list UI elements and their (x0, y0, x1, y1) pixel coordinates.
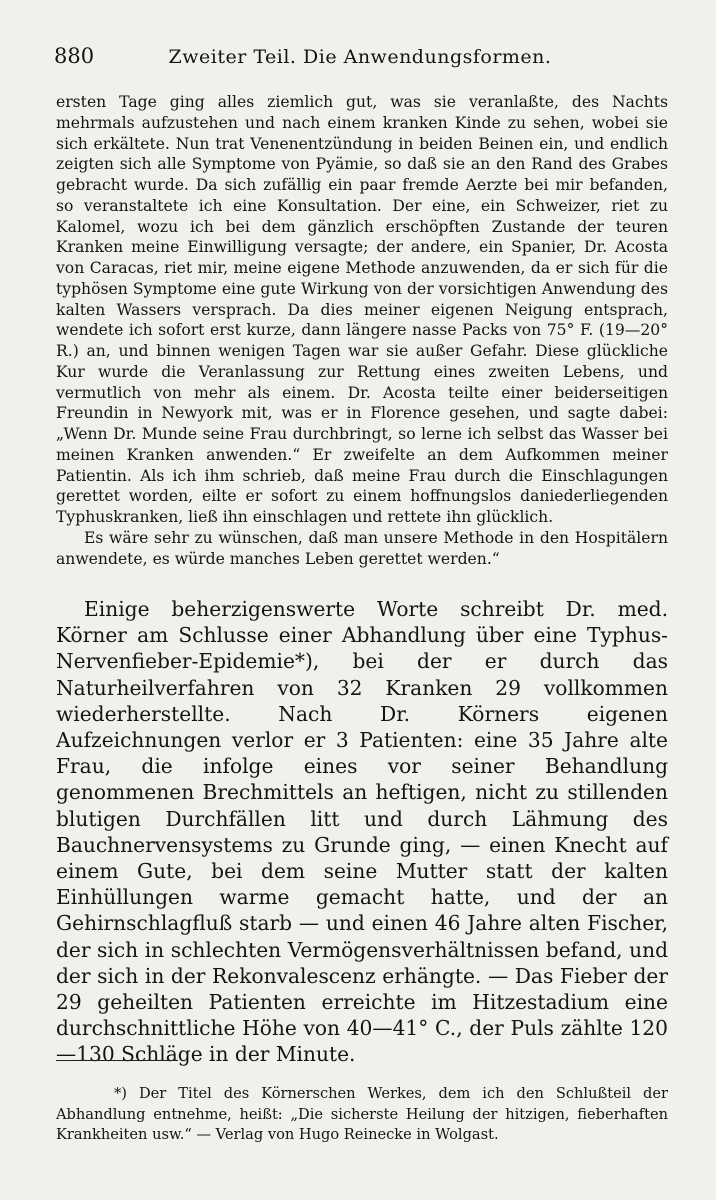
quote-paragraph: Es wäre sehr zu wünschen, daß man unsere Methode in den Hospitälern anwendete, es würde manches Leben gerettet werden.“ (56, 528, 668, 568)
footnote-text: *) Der Titel des Körnerschen Werkes, dem ich den Schlußteil der Abhandlung entnehme, heißt: „Die sicherste Heilung der hitzigen, fieberhaften Krankheiten usw.“ — Verlag von Hugo Reinecke in Wolgast. (56, 1085, 668, 1143)
page-number: 880 (54, 44, 95, 68)
running-title: Zweiter Teil. Die Anwendungsformen. (168, 46, 552, 68)
quoted-letter-block (56, 92, 668, 569)
footnote-separator (56, 1060, 178, 1061)
page-header (54, 44, 666, 74)
body-paragraph: Einige beherzigenswerte Worte schreibt Dr. med. Körner am Schlusse einer Abhandlung über eine Typhus-Nervenfieber-Epidemie*), bei der er durch das Naturheilverfahren von 32 Kranken 29 vollkommen wiederherstellte. Nach Dr. Körners eigenen Aufzeichnungen verlor er 3 Patienten: eine 35 Jahre alte Frau, die infolge eines vor seiner Behandlung genommenen Brechmittels an heftigen, nicht zu stillenden blutigen Durchfällen litt und durch Lähmung des Bauchnervensystems zu Grunde ging, — einen Knecht auf einem Gute, bei dem seine Mutter statt der kalten Einhüllungen warme gemacht hatte, und der an Gehirnschlagfluß starb — und einen 46 Jahre alten Fischer, der sich in schlechten Vermögensverhältnissen befand, und der sich in der Rekonvalescenz erhängte. — Das Fieber der 29 geheilten Patienten erreichte im Hitzestadium eine durchschnittliche Höhe von 40—41° C., der Puls zählte 120—130 Schläge in der Minute. (56, 597, 668, 1067)
main-body-text (56, 596, 668, 1068)
footnote (56, 1084, 668, 1146)
quote-paragraph: ersten Tage ging alles ziemlich gut, was sie veranlaßte, des Nachts mehrmals aufzustehen und nach einem kranken Kinde zu sehen, wobei sie sich erkältete. Nun trat Venenentzündung in beiden Beinen ein, und endlich zeigten sich alle Symptome von Pyämie, so daß sie an den Rand des Grabes gebracht wurde. Da sich zufällig ein paar fremde Aerzte bei mir befanden, so veranstaltete ich eine Konsultation. Der eine, ein Schweizer, riet zu Kalomel, wozu ich bei dem gänzlich erschöpften Zustande der teuren Kranken meine Einwilligung versagte; der andere, ein Spanier, Dr. Acosta von Caracas, riet mir, meine eigene Methode anzuwenden, da er sich für die typhösen Symptome eine gute Wirkung von der vorsichtigen Anwendung des kalten Wassers versprach. Da dies meiner eigenen Neigung entsprach, wendete ich sofort erst kurze, dann längere nasse Packs von 75° F. (19—20° R.) an, und binnen wenigen Tagen war sie außer Gefahr. Diese glückliche Kur wurde die Veranlassung zur Rettung eines zweiten Lebens, und vermutlich von mehr als einem. Dr. Acosta teilte einer beiderseitigen Freundin in Newyork mit, was er in Florence gesehen, und sagte dabei: „Wenn Dr. Munde seine Frau durchbringt, so lerne ich selbst das Wasser bei meinen Kranken anwenden.“ Er zweifelte an dem Aufkommen meiner Patientin. Als ich ihm schrieb, daß meine Frau durch die Einschlagungen gerettet worden, eilte er sofort zu einem hoffnungslos daniederliegenden Typhuskranken, ließ ihn einschlagen und rettete ihn glücklich. (56, 93, 668, 526)
